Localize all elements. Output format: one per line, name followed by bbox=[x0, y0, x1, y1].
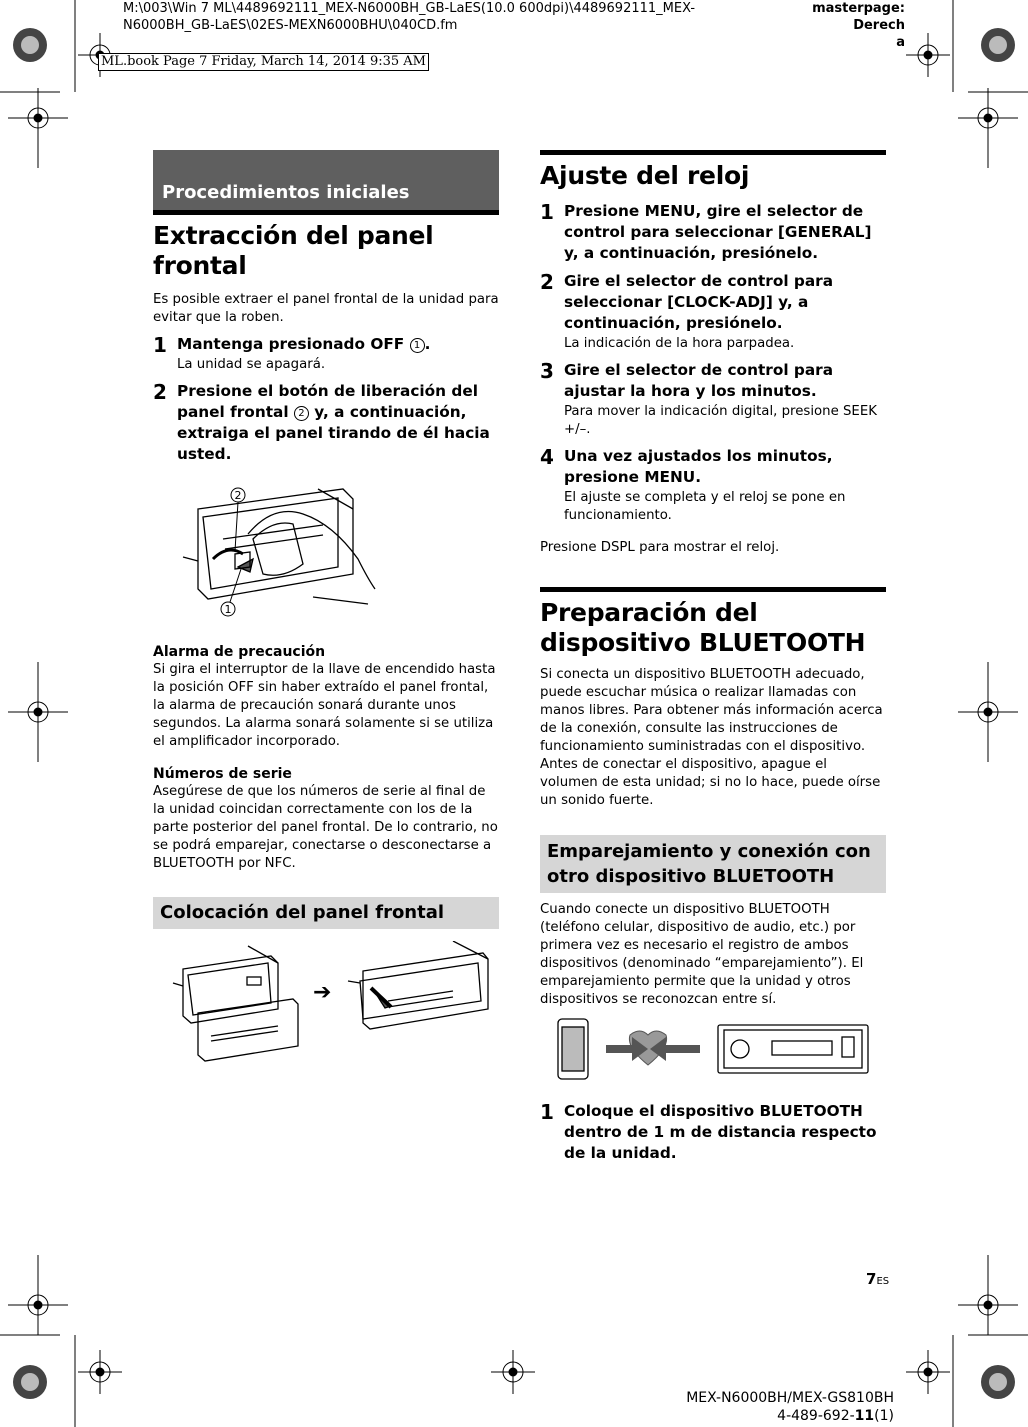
figure-label-1: 1 bbox=[224, 603, 232, 616]
bluetooth-intro: Si conecta un dispositivo BLUETOOTH adecuado, puede escuchar música o realizar llamadas con manos libres. Para obtener más información acerca de la conexión, consulte las instrucciones de funcionamiento suministradas con el dispositivo. Antes de conectar el dispositivo, apague el volumen de esta unidad; si no lo hace, puede oírse un sonido fuerte. bbox=[540, 667, 883, 808]
step-note: Para mover la indicación digital, presione SEEK +/–. bbox=[564, 404, 877, 437]
model-names: MEX-N6000BH/MEX-GS810BH bbox=[686, 1390, 894, 1406]
section-title: Procedimientos iniciales bbox=[153, 150, 499, 215]
step-text: Coloque el dispositivo BLUETOOTH dentro de 1 m de distancia respecto de la unidad. bbox=[564, 1102, 877, 1162]
step-number: 1 bbox=[540, 1100, 554, 1124]
figure-label-2: 2 bbox=[234, 489, 242, 502]
step-text: Presione el botón de liberación del panel frontal 2 y, a continuación, extraiga el panel tirando de él hacia usted. bbox=[177, 382, 490, 463]
step-text: Una vez ajustados los minutos, presione MENU. bbox=[564, 447, 833, 486]
alarm-title: Alarma de precaución bbox=[153, 644, 326, 660]
masterpage-label-line2: a bbox=[896, 35, 905, 50]
pair-step-1 bbox=[540, 1101, 886, 1164]
pairing-text: Cuando conecte un dispositivo BLUETOOTH (teléfono celular, dispositivo de audio, etc.) por primera vez es necesario el registro de ambos dispositivos (denominado “emparejamiento”). El emparejamiento permite que la unidad y otros dispositivos se reconozcan entre sí. bbox=[540, 902, 864, 1007]
heading-clock: Ajuste del reloj bbox=[540, 161, 750, 190]
step-text: Mantenga presionado OFF 1 . bbox=[177, 335, 431, 353]
step-note: El ajuste se completa y el reloj se pone en funcionamiento. bbox=[564, 490, 846, 523]
arrow-icon: ➔ bbox=[313, 980, 332, 1005]
step-text: Presione MENU, gire el selector de control para seleccionar [GENERAL] y, a continuación, presiónelo. bbox=[564, 202, 872, 262]
left-column bbox=[153, 150, 499, 1071]
clock-step-4 bbox=[540, 446, 886, 525]
step-number: 3 bbox=[540, 359, 554, 383]
heading-bluetooth: Preparación del dispositivo BLUETOOTH bbox=[540, 598, 866, 657]
callout-1-marker: 1 bbox=[410, 338, 425, 353]
step-text: Gire el selector de control para ajustar la hora y los minutos. bbox=[564, 361, 834, 400]
remove-step-1 bbox=[153, 334, 499, 374]
model-info bbox=[686, 1389, 894, 1425]
masterpage-label-line1: masterpage: Derech bbox=[812, 1, 905, 33]
clock-step-3 bbox=[540, 360, 886, 439]
step-number: 2 bbox=[540, 270, 554, 294]
remove-step-2 bbox=[153, 381, 499, 465]
step-number: 2 bbox=[153, 380, 167, 404]
serial-text: Asegúrese de que los números de serie al final de la unidad coincidan correctamente con los de la parte posterior del panel frontal. De lo contrario, no se podrá emparejar, conectarse o desconectarse a BLUETOOTH por NFC. bbox=[153, 784, 498, 871]
clock-step-2 bbox=[540, 271, 886, 353]
callout-2-marker: 2 bbox=[294, 406, 309, 421]
page-number: 7ES bbox=[866, 1270, 890, 1288]
file-path: M:\003\Win 7 ML\4489692111_MEX-N6000BH_GB-LaES(10.0 600dpi)\4489692111_MEX-N6000BH_GB-LaES\02ES-MEXN6000BHU\040CD.fm bbox=[123, 1, 696, 33]
pairing-title: Emparejamiento y conexión con otro dispositivo BLUETOOTH bbox=[540, 835, 886, 893]
alarm-text: Si gira el interruptor de la llave de encendido hasta la posición OFF sin haber extraído el panel frontal, la alarma de precaución sonará durante unos segundos. La alarma sonará solamente si se utiliza el amplificador incorporado. bbox=[153, 662, 496, 749]
heading-remove-panel: Extracción del panel frontal bbox=[153, 221, 434, 280]
attach-panel-title: Colocación del panel frontal bbox=[153, 897, 499, 929]
clock-footer: Presione DSPL para mostrar el reloj. bbox=[540, 540, 780, 555]
pairing-illustration bbox=[540, 1017, 886, 1083]
part-code: 4-489-692-11(1) bbox=[777, 1408, 894, 1424]
remove-panel-intro: Es posible extraer el panel frontal de la unidad para evitar que la roben. bbox=[153, 292, 499, 325]
attach-panel-illustration bbox=[153, 941, 499, 1071]
step-note: La unidad se apagará. bbox=[177, 357, 326, 372]
masterpage-label bbox=[760, 0, 905, 51]
clock-step-1 bbox=[540, 201, 886, 264]
step-note: La indicación de la hora parpadea. bbox=[564, 336, 795, 351]
step-number: 1 bbox=[540, 200, 554, 224]
step-number: 4 bbox=[540, 445, 554, 469]
book-info-line: ML.book Page 7 Friday, March 14, 2014 9:35 AM bbox=[98, 53, 429, 71]
serial-title: Números de serie bbox=[153, 766, 292, 782]
remove-panel-illustration bbox=[153, 479, 499, 629]
step-number: 1 bbox=[153, 333, 167, 357]
right-column bbox=[540, 150, 886, 1164]
step-text: Gire el selector de control para seleccionar [CLOCK-ADJ] y, a continuación, presiónelo. bbox=[564, 272, 834, 332]
